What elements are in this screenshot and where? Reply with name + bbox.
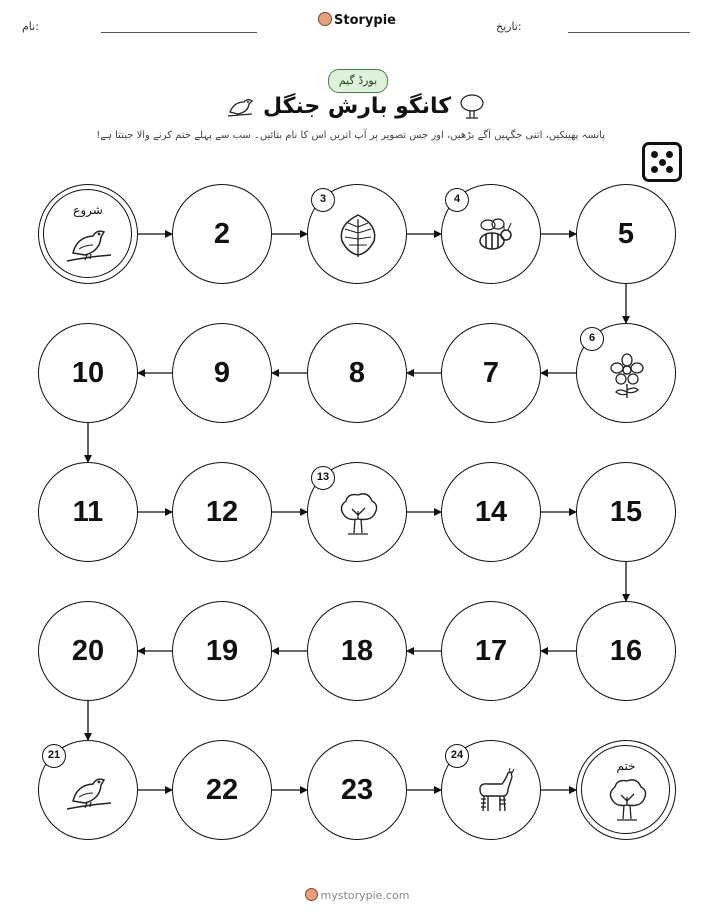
bird-icon [65,219,113,267]
board-space-15[interactable] [576,462,676,562]
brand-logo: Storypie [0,12,714,28]
space-caption: ختم [616,759,636,773]
instructions: پانسہ پھینکیں، اتنی جگہیں آگے بڑھیں، اور جس تصویر پر آپ اتریں اس کا نام بتائیں۔ سب سے پہلے ختم کرنے والا جیتتا ہے! [96,130,605,141]
board-space-23[interactable] [307,740,407,840]
board-space-12[interactable] [172,462,272,562]
space-number: 8 [348,356,366,389]
okapi-icon [468,767,516,815]
leaf-icon [334,211,382,259]
space-number: 2 [213,217,231,250]
space-number: 11 [72,495,104,528]
name-line[interactable] [101,32,257,33]
board-space-20[interactable] [38,601,138,701]
board-space-1[interactable] [38,184,138,284]
tree-icon [458,92,486,120]
space-number-chip: 6 [580,327,604,351]
space-number: 10 [71,356,105,389]
space-number-chip: 13 [311,466,335,490]
board-space-7[interactable] [441,323,541,423]
storypie-icon [318,12,332,26]
board-space-9[interactable] [172,323,272,423]
space-number: 17 [474,634,508,667]
board-space-17[interactable] [441,601,541,701]
space-number: 19 [205,634,239,667]
flower-icon [603,350,651,398]
board-space-2[interactable] [172,184,272,284]
date-line[interactable] [568,32,690,33]
page-title: کانگو بارش جنگل [262,94,452,119]
space-number: 18 [340,634,374,667]
space-number: 20 [71,634,105,667]
tree-icon [334,489,382,537]
dice-icon [642,142,682,182]
footer: mystorypie.com [0,888,714,902]
space-number-chip: 21 [42,744,66,768]
board-space-22[interactable] [172,740,272,840]
space-number: 22 [205,773,239,806]
space-number-chip: 3 [311,188,335,212]
date-label: تاریخ: [496,20,522,33]
board-space-25[interactable] [576,740,676,840]
space-number: 15 [609,495,643,528]
space-number: 16 [609,634,643,667]
board-space-18[interactable] [307,601,407,701]
board-space-10[interactable] [38,323,138,423]
storypie-icon [305,888,318,901]
space-number: 14 [474,495,508,528]
board-space-5[interactable] [576,184,676,284]
board-space-8[interactable] [307,323,407,423]
space-number-chip: 4 [445,188,469,212]
tree-icon [603,775,651,823]
bee-icon [468,211,516,259]
space-number: 23 [340,773,374,806]
space-number: 5 [617,217,635,250]
space-number-chip: 24 [445,744,469,768]
space-caption: شروع [73,203,103,217]
bird-icon [65,767,113,815]
board-game-badge: بورڈ گیم [328,69,388,93]
space-number: 12 [205,495,239,528]
board-space-19[interactable] [172,601,272,701]
board-space-14[interactable] [441,462,541,562]
space-number: 7 [482,356,500,389]
board-space-11[interactable] [38,462,138,562]
space-number: 9 [213,356,231,389]
name-label: نام: [22,20,39,33]
board-space-16[interactable] [576,601,676,701]
